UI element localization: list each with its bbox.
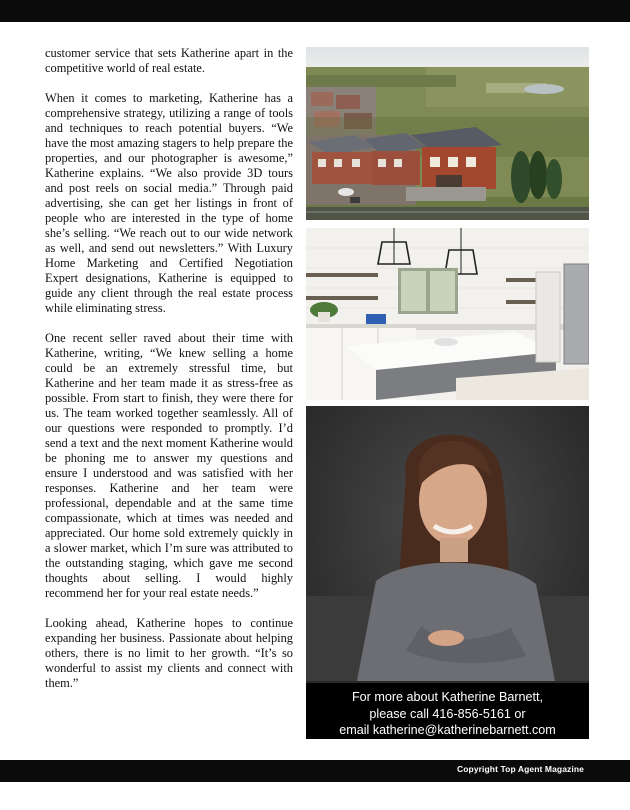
top-bar: [0, 0, 630, 22]
paragraph-looking-ahead: Looking ahead, Katherine hopes to continue expanding her business. Passionate about helping others, there is no limit to her growth. “It’s so wonderful to assist my clients and connect with them.”: [45, 616, 293, 690]
kitchen-photo: [306, 228, 589, 400]
paragraph-testimonial: One recent seller raved about their time with Katherine, writing, “We knew selling a home could be an extremely stressful time, but Katherine and her team made it as stress-free as possible. From start to finish, they were there for us. The team worked together seamlessly. All of our questions were responded to promptly. I’d send a text and the next moment Katherine would be phoning me to answer my questions and ensure I understood and was satisfied with her responses. Katherine and her team were professional, dependable and at the same time compassionate, which at times was needed and appreciated. Our home sold extremely quickly in a slower market, which I’m sure was attributed to the outstanding staging, which gave me second thoughts about selling. I would highly recommend her for your real estate needs.”: [45, 331, 293, 600]
caption-line-phone: please call 416-856-5161 or: [369, 706, 526, 721]
copyright-text: Copyright Top Agent Magazine: [457, 764, 584, 774]
aerial-neighborhood-photo: [306, 47, 589, 220]
contact-caption-box: [306, 683, 589, 739]
caption-line-email: email katherine@katherinebarnett.com: [339, 723, 556, 737]
caption-line-name: For more about Katherine Barnett,: [351, 690, 544, 704]
article-column: [45, 46, 293, 706]
paragraph-intro-end: customer service that sets Katherine apart in the competitive world of real estate.: [45, 46, 293, 75]
bottom-bar: [0, 760, 630, 782]
paragraph-marketing: When it comes to marketing, Katherine has a comprehensive strategy, utilizing a range of tools and techniques to reach potential buyers. “We have the most amazing stagers to help prepare the properties, and our photographer is awesome,” Katherine explains. “We also provide 3D tours and post reels on social media.” Through paid advertising, she can get her listings in front of people who are interested in the type of home she’s selling. “We reach out to our wide network as well, and send out newsletters.” With Luxury Home Marketing and Certified Negotiation Expert designations, Katherine is equipped to guide any client through the real estate process while eliminating stress.: [45, 91, 293, 315]
agent-portrait-photo: [306, 406, 589, 739]
